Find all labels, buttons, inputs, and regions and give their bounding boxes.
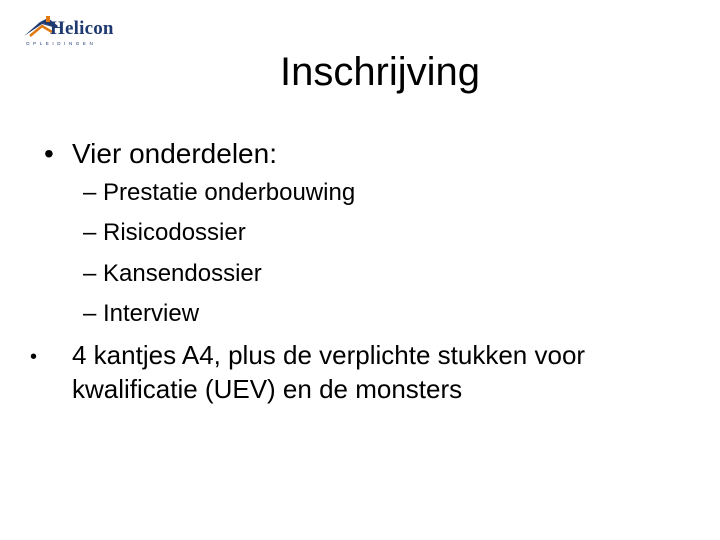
sub-bullet-item bbox=[83, 300, 199, 328]
sub-bullet-item bbox=[83, 260, 262, 288]
sub-bullet-text: Interview bbox=[103, 300, 200, 327]
slide-title bbox=[0, 46, 720, 98]
sub-bullet-item bbox=[83, 179, 355, 207]
sub-bullet-item bbox=[83, 219, 246, 247]
logo-subtitle: OPLEIDINGEN bbox=[26, 41, 97, 46]
bullet-text-line-2: kwalificatie (UEV) en de monsters bbox=[72, 374, 463, 404]
bullet-marker: • bbox=[44, 138, 54, 169]
dash-marker: – bbox=[83, 219, 97, 246]
dash-marker: – bbox=[83, 179, 97, 206]
sub-bullet-text: Prestatie onderbouwing bbox=[103, 179, 356, 206]
sub-bullet-text: Kansendossier bbox=[103, 260, 262, 287]
dash-marker: – bbox=[83, 300, 97, 327]
bullet-text: Vier onderdelen: bbox=[72, 138, 277, 169]
slide-title-text: Inschrijving bbox=[279, 50, 481, 94]
logo-wordmark: Helicon bbox=[50, 18, 114, 39]
helicon-logo bbox=[22, 16, 112, 50]
bullet-marker: • bbox=[30, 346, 38, 368]
bullet-text-line-1: 4 kantjes A4, plus de verplichte stukken voor bbox=[72, 340, 586, 370]
dash-marker: – bbox=[83, 260, 97, 287]
sub-bullet-text: Risicodossier bbox=[103, 219, 246, 246]
